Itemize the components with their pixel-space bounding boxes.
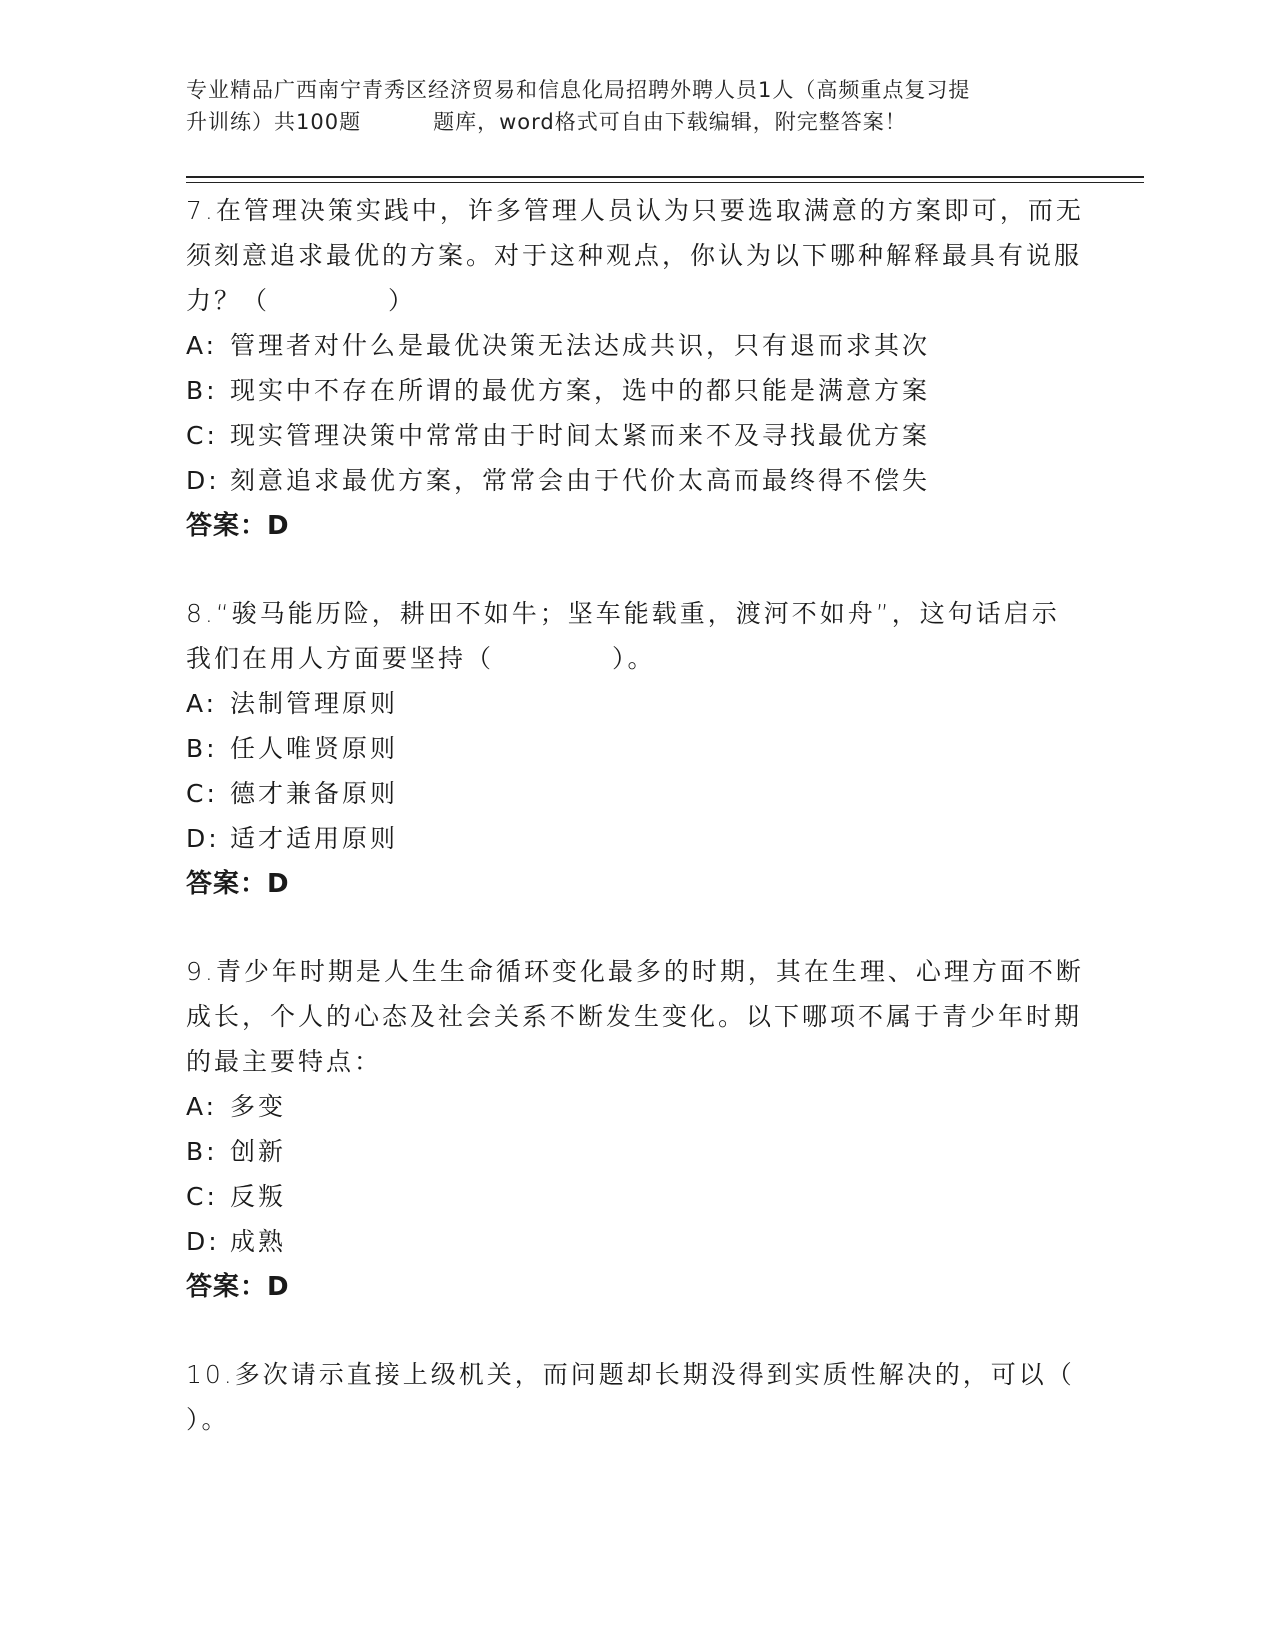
answer-line: 答案：D bbox=[186, 511, 290, 541]
question-8 bbox=[186, 591, 1086, 907]
option-b: B: 现实中不存在所谓的最优方案，选中的都只能是满意方案 bbox=[186, 376, 931, 405]
header-line-1: 专业精品广西南宁青秀区经济贸易和信息化局招聘外聘人员1人（高频重点复习提 bbox=[186, 78, 971, 102]
answer-line: 答案：D bbox=[186, 869, 290, 899]
question-10 bbox=[186, 1352, 1086, 1442]
header-divider-thick bbox=[186, 176, 1144, 178]
option-d: D: 成熟 bbox=[186, 1227, 287, 1256]
option-d: D: 刻意追求最优方案，常常会由于代价太高而最终得不偿失 bbox=[186, 466, 931, 495]
page-header bbox=[186, 74, 1086, 138]
question-text: 9.青少年时期是人生生命循环变化最多的时期，其在生理、心理方面不断成长，个人的心态及社会关系不断发生变化。以下哪项不属于青少年时期的最主要特点： bbox=[186, 957, 1084, 1076]
question-text: 7.在管理决策实践中，许多管理人员认为只要选取满意的方案即可，而无须刻意追求最优的方案。对于这种观点，你认为以下哪种解释最具有说服力？（ ） bbox=[186, 196, 1084, 315]
header-line-2-part-2: 题库，word格式可自由下载编辑，附完整答案！ bbox=[433, 110, 907, 134]
answer-value: D bbox=[267, 511, 290, 541]
option-a: A: 多变 bbox=[186, 1092, 287, 1121]
answer-value: D bbox=[267, 869, 290, 899]
header-line-2 bbox=[186, 106, 1086, 138]
option-c: C: 反叛 bbox=[186, 1182, 287, 1211]
option-d: D: 适才适用原则 bbox=[186, 824, 399, 853]
option-c: C: 现实管理决策中常常由于时间太紧而来不及寻找最优方案 bbox=[186, 421, 931, 450]
answer-line: 答案：D bbox=[186, 1272, 290, 1302]
answer-value: D bbox=[267, 1272, 290, 1302]
question-text: 10.多次请示直接上级机关，而问题却长期没得到实质性解决的，可以（）。 bbox=[186, 1360, 1075, 1434]
option-a: A: 法制管理原则 bbox=[186, 689, 399, 718]
question-text: 8.“骏马能历险，耕田不如牛；坚车能载重，渡河不如舟”，这句话启示我们在用人方面要坚持（ ）。 bbox=[186, 599, 1060, 673]
header-line-2-part-1: 升训练）共100题 bbox=[186, 110, 362, 134]
question-list bbox=[186, 188, 1086, 1442]
option-b: B: 任人唯贤原则 bbox=[186, 734, 399, 763]
option-b: B: 创新 bbox=[186, 1137, 287, 1166]
question-9 bbox=[186, 949, 1086, 1310]
header-divider-thin bbox=[186, 182, 1144, 183]
option-c: C: 德才兼备原则 bbox=[186, 779, 399, 808]
option-a: A: 管理者对什么是最优决策无法达成共识，只有退而求其次 bbox=[186, 331, 931, 360]
question-7 bbox=[186, 188, 1086, 549]
